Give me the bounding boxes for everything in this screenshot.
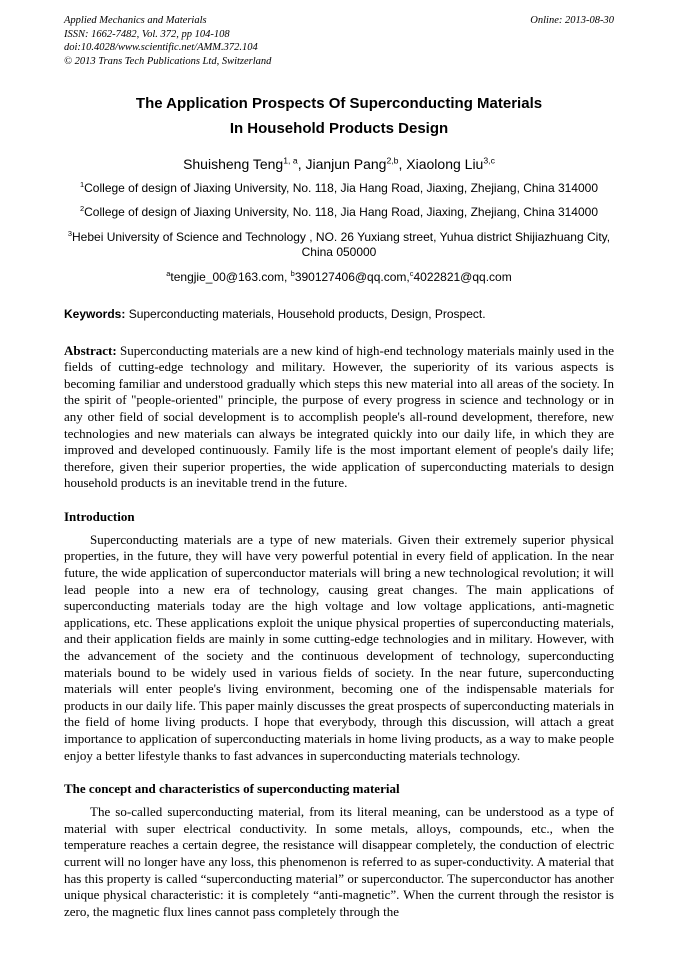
online-date: Online: 2013-08-30 bbox=[530, 15, 614, 26]
affiliation-marker-2: 2 bbox=[80, 204, 85, 214]
abstract-text: Superconducting materials are a new kind of high-end technology materials mainly used in the fields of cutting-edge technology and military. However, the superiority of its various aspects is becoming familiar and understood gradually which steps this new material into all areas of the society. In the spirit of "people-oriented" principle, the purpose of every progress in science and technology or in any other field of social development is to accomplish people's all-round development, therefore, new technologies and new materials can always be integrated quickly into our daily life, in which they are improved and developed continuously. Family life is the most important element of people's daily life; therefore, given their superior properties, the wide application of superconducting materials to design household products is an inevitable trend in the future. bbox=[64, 342, 614, 491]
email-address-c: 4022821@qq.com bbox=[413, 269, 512, 284]
author-emails-line bbox=[64, 270, 614, 284]
email-address-b: 390127406@qq.com, bbox=[294, 269, 410, 284]
keywords-line bbox=[64, 307, 614, 323]
abstract-label: Abstract: bbox=[64, 342, 117, 358]
keywords-label: Keywords: bbox=[64, 306, 126, 321]
email-marker-c: c bbox=[409, 268, 414, 278]
affiliation-1 bbox=[64, 181, 614, 197]
abstract-paragraph bbox=[64, 343, 614, 492]
author-affmark-2: 2,b bbox=[386, 154, 399, 165]
journal-info bbox=[64, 14, 271, 69]
author-affmark-3: 3,c bbox=[483, 154, 495, 165]
author-name-3: Xiaolong Liu bbox=[406, 155, 484, 172]
paper-title-line1: The Application Prospects Of Superconducting Materials bbox=[135, 94, 543, 112]
email-marker-b: b bbox=[290, 268, 295, 278]
email-address-a: tengjie_00@163.com, bbox=[170, 269, 291, 284]
affiliation-text-2: College of design of Jiaxing University, No. 118, Jia Hang Road, Jiaxing, Zhejiang, China 314000 bbox=[84, 205, 598, 220]
introduction-paragraph: Superconducting materials are a type of new materials. Given their extremely superior physical properties, in the future, they will have very powerful potential in every field of application. In the near future, the wide application of superconductor materials will bring a new technological revolution; it will lead people into a new era of technology, causing great changes. The main applications of superconducting materials today are the high voltage and low voltage applications, anti-magnetic applications, etc. These applications exploit the unique physical properties of superconducting materials, and their application fields are mainly in some cutting-edge technologies and in military. However, with the advancement of the society and the continuous development of technology, superconducting materials bound to be widely used in various fields of society. In the near future, superconducting materials will enter people's living environment, becoming one of the indispensable materials for products in our daily life. This paper mainly discusses the great prospects of superconducting materials in the field of home living products. I hope that everybody, through this discussion, will attach a great importance to application of superconducting materials in home living products, as a way to make people enjoy a better lifestyle thanks to fast advances in superconducting materials technology. bbox=[64, 531, 614, 763]
journal-header bbox=[64, 14, 614, 69]
journal-copyright-line: © 2013 Trans Tech Publications Ltd, Switzerland bbox=[64, 55, 272, 67]
author-affmark-1: 1, a bbox=[283, 154, 298, 165]
journal-issn-line: ISSN: 1662-7482, Vol. 372, pp 104-108 bbox=[64, 28, 230, 40]
journal-name: Applied Mechanics and Materials bbox=[64, 15, 207, 26]
concept-paragraph: The so-called superconducting material, from its literal meaning, can be understood as a type of material with super electrical conductivity. In some metals, alloys, compounds, etc., when the temperature reaches a certain degree, the resistance will disappear completely, the conduction of electric current will no longer have any loss, this phenomenon is referred to as super-conductivity. A material that has this property is called “superconducting material” or superconductor. The superconductor has another unique physical characteristic: it is completely “anti-magnetic”. When the current through the resistor is zero, the magnetic flux lines cannot pass completely through the bbox=[64, 804, 614, 919]
author-separator-1: , bbox=[297, 155, 306, 172]
paper-title-line2: In Household Products Design bbox=[229, 119, 449, 137]
paper-title bbox=[64, 91, 614, 141]
affiliation-text-1: College of design of Jiaxing University, No. 118, Jia Hang Road, Jiaxing, Zhejiang, China 314000 bbox=[84, 180, 598, 195]
author-separator-2: , bbox=[398, 155, 407, 172]
author-name-1: Shuisheng Teng bbox=[183, 155, 284, 172]
affiliation-2 bbox=[64, 205, 614, 221]
affiliation-3 bbox=[67, 230, 612, 261]
section-heading-concept: The concept and characteristics of superconducting material bbox=[64, 781, 400, 797]
author-name-2: Jianjun Pang bbox=[305, 155, 387, 172]
affiliation-text-3: Hebei University of Science and Technology , NO. 26 Yuxiang street, Yuhua district Shijiazhuang City, China 050000 bbox=[72, 229, 611, 260]
keywords-text: Superconducting materials, Household products, Design, Prospect. bbox=[125, 306, 486, 321]
affiliation-marker-1: 1 bbox=[80, 179, 85, 189]
email-marker-a: a bbox=[166, 268, 171, 278]
section-heading-introduction: Introduction bbox=[64, 508, 135, 524]
affiliation-marker-3: 3 bbox=[67, 228, 73, 238]
journal-doi-line: doi:10.4028/www.scientific.net/AMM.372.104 bbox=[64, 42, 258, 54]
authors-line bbox=[64, 156, 614, 172]
